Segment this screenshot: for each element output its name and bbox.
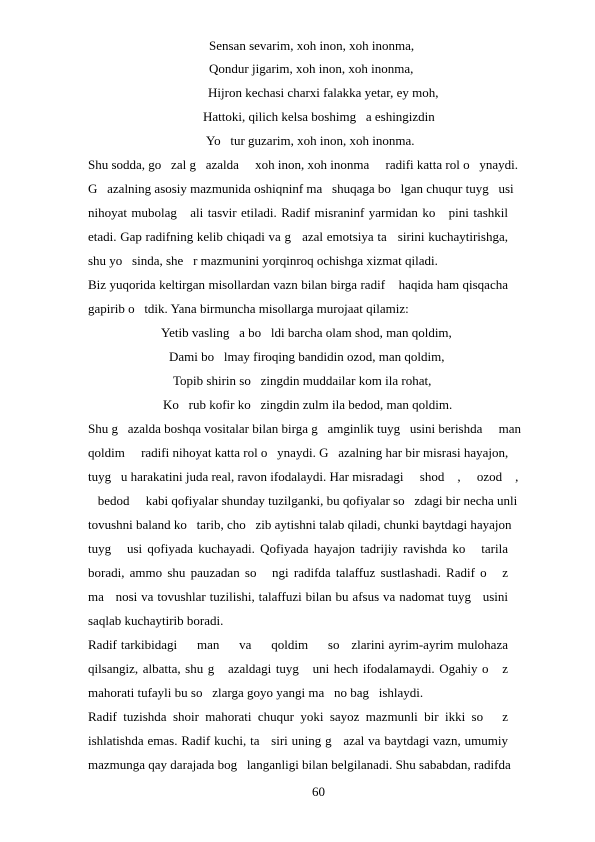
poem2-line-3: Topib shirin so zingdin muddailar kom ila rohat,	[173, 373, 432, 388]
para4-line-2: qilsangiz, albatta, shu g azaldagi tuyg uni hech ifodalamaydi. Ogahiy o z	[88, 661, 508, 676]
para5-line-2: ishlatishda emas. Radif kuchi, ta siri uning g azal va baytdagi vazn, umumiy	[88, 733, 508, 748]
para5-line-1: Radif tuzishda shoir mahorati chuqur yoki sayoz mazmunli bir ikki so z	[88, 709, 508, 724]
para3-line-3: tuyg u harakatini juda real, ravon ifodalaydi. Har misradagi shod , ozod ,	[88, 469, 519, 484]
para1-line-5: shu yo sinda, she r mazmunini yorqinroq ochishga xizmat qiladi.	[88, 253, 438, 268]
para3-line-8: ma nosi va tovushlar tuzilishi, talaffuzi bilan bu afsus va nadomat tuyg usini	[88, 589, 508, 604]
para3-line-5: tovushni baland ko tarib, cho zib aytishni talab qiladi, chunki baytdagi hayajon	[88, 517, 512, 532]
para1-line-3: nihoyat mubolag ali tasvir etiladi. Radif misraninf yarmidan ko pini tashkil	[88, 205, 508, 220]
poem2-line-4: Ko rub kofir ko zingdin zulm ila bedod, man qoldim.	[163, 397, 453, 412]
page-number: 60	[312, 784, 325, 799]
para2-line-1: Biz yuqorida keltirgan misollardan vazn bilan birga radif haqida ham qisqacha	[88, 277, 508, 292]
poem2-line-2: Dami bo lmay firoqing bandidin ozod, man qoldim,	[169, 349, 445, 364]
para1-line-2: G azalning asosiy mazmunida oshiqninf ma shuqaga bo lgan chuqur tuyg usi	[88, 181, 514, 196]
para3-line-9: saqlab kuchaytirib boradi.	[88, 613, 224, 628]
para3-line-1: Shu g azalda boshqa vositalar bilan birga g amginlik tuyg usini berishda man	[88, 421, 522, 436]
poem2-line-1: Yetib vasling a bo ldi barcha olam shod, man qoldim,	[161, 325, 452, 340]
para3-line-4: bedod kabi qofiyalar shunday tuzilganki, bu qofiyalar so zdagi bir necha unli	[88, 493, 518, 508]
para4-line-1: Radif tarkibidagi man va qoldim so zlarini ayrim-ayrim mulohaza	[88, 637, 508, 652]
para3-line-2: qoldim radifi nihoyat katta rol o ynaydi. G azalning har bir misrasi hayajon,	[88, 445, 509, 460]
poem1-line-3: Hijron kechasi charxi falakka yetar, ey moh,	[208, 85, 439, 100]
para4-line-3: mahorati tufayli bu so zlarga goyo yangi ma no bag ishlaydi.	[88, 685, 424, 700]
poem1-line-2: Qondur jigarim, xoh inon, xoh inonma,	[209, 61, 414, 76]
poem1-line-1: Sensan sevarim, xoh inon, xoh inonma,	[209, 38, 415, 53]
poem1-line-5: Yo tur guzarim, xoh inon, xoh inonma.	[206, 133, 415, 148]
para3-line-7: boradi, ammo shu pauzadan so ngi radifda talaffuz sustlashadi. Radif o z	[88, 565, 508, 580]
para5-line-3: mazmunga qay darajada bog langanligi bilan belgilanadi. Shu sababdan, radifda	[88, 757, 511, 772]
para1-line-1: Shu sodda, go zal g azalda xoh inon, xoh inonma radifi katta rol o ynaydi.	[88, 157, 518, 172]
para3-line-6: tuyg usi qofiyada kuchayadi. Qofiyada hayajon tadrijiy ravishda ko tarila	[88, 541, 508, 556]
poem1-line-4: Hattoki, qilich kelsa boshimg a eshingizdin	[203, 109, 435, 124]
para1-line-4: etadi. Gap radifning kelib chiqadi va g azal emotsiya ta sirini kuchaytirishga,	[88, 229, 508, 244]
para2-line-2: gapirib o tdik. Yana birmuncha misollarga murojaat qilamiz:	[88, 301, 409, 316]
